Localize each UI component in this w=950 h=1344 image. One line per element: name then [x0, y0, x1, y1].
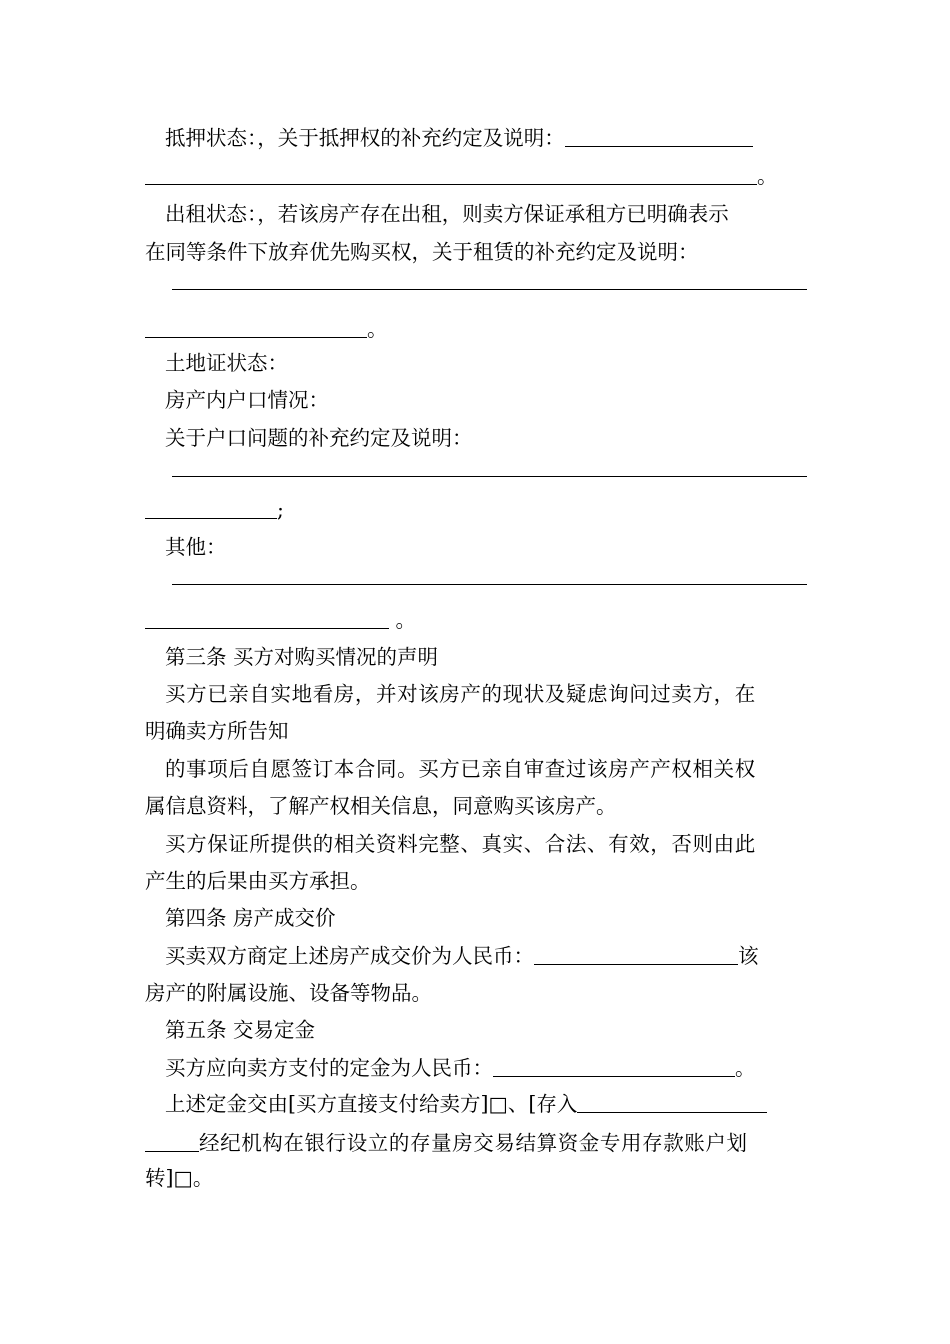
article-4-price-text-2: 房产的附属设施、设备等物品。 [145, 981, 432, 1005]
lease-note-end: 。 [367, 317, 388, 341]
article-4-heading [165, 905, 827, 933]
article-3-title: 第三条 买方对购买情况的声明 [165, 645, 439, 669]
article-3-heading [165, 644, 827, 672]
lease-status-text-2: 在同等条件下放弃优先购买权，关于租赁的补充约定及说明： [145, 240, 699, 264]
agency-name-blank[interactable] [577, 1092, 767, 1113]
article-3-para-2-line-2 [145, 868, 807, 896]
article-4-price-tail: 该 [738, 944, 759, 968]
article-3-para-1-text-2: 明确卖方所告知 [145, 719, 289, 743]
household-note-blank[interactable] [145, 498, 277, 519]
article-4-price-line-2 [145, 980, 807, 1008]
other-note-end: 。 [389, 608, 417, 632]
deposit-handling-line-3 [145, 1165, 807, 1193]
mortgage-note-continuation [145, 162, 807, 190]
household-note-text: 关于户口问题的补充约定及说明： [165, 426, 473, 450]
article-3-para-1 [165, 681, 827, 709]
mortgage-status-text: 抵押状态：，关于抵押权的补充约定及说明： [165, 126, 565, 150]
article-4-price-text: 买卖双方商定上述房产成交价为人民币： [165, 944, 534, 968]
household-status-line [165, 387, 827, 415]
deposit-handling-text-2: 经纪机构在银行设立的存量房交易结算资金专用存款账户划 [199, 1131, 748, 1155]
lease-note-continuation [145, 315, 807, 343]
article-3-para-1-line-3 [165, 756, 827, 784]
household-note-end: ; [277, 498, 284, 522]
article-5-heading [165, 1017, 827, 1045]
deposit-amount-end: 。 [735, 1056, 756, 1080]
agency-name-blank-2[interactable] [145, 1131, 199, 1152]
deposit-handling-text-3: 转]□。 [145, 1166, 214, 1190]
deposit-handling-text: 上述定金交由[买方直接支付给卖方]□、[存入 [165, 1092, 578, 1116]
article-4-price-line [165, 942, 827, 970]
deposit-amount-text: 买方应向卖方支付的定金为人民币： [165, 1056, 493, 1080]
mortgage-note-blank-2[interactable] [145, 164, 757, 185]
other-note-continuation [145, 606, 807, 634]
article-3-para-1-line-2 [145, 718, 807, 746]
deposit-amount-line [165, 1054, 827, 1082]
land-cert-status-text: 土地证状态： [165, 351, 288, 375]
deposit-handling-line [165, 1090, 827, 1118]
other-note-rule[interactable] [172, 584, 807, 585]
article-3-para-1-text-3: 的事项后自愿签订本合同。买方已亲自审查过该房产产权相关权 [165, 757, 756, 781]
deposit-amount-blank[interactable] [493, 1056, 735, 1077]
lease-status-line [165, 201, 827, 229]
article-3-para-2 [165, 831, 827, 859]
article-4-title: 第四条 房产成交价 [165, 906, 336, 930]
mortgage-note-blank[interactable] [565, 126, 753, 147]
other-line [165, 534, 827, 562]
lease-status-line-2 [145, 239, 807, 267]
household-note-rule[interactable] [172, 476, 807, 477]
article-3-para-2-text-2: 产生的后果由买方承担。 [145, 869, 371, 893]
lease-note-blank[interactable] [145, 317, 367, 338]
article-3-para-1-text-4: 属信息资料，了解产权相关信息，同意购买该房产。 [145, 794, 617, 818]
price-blank[interactable] [534, 944, 738, 965]
article-3-para-2-text: 买方保证所提供的相关资料完整、真实、合法、有效，否则由此 [165, 832, 756, 856]
household-status-text: 房产内户口情况： [165, 388, 329, 412]
article-3-para-1-text: 买方已亲自实地看房，并对该房产的现状及疑虑询问过卖方，在 [165, 682, 756, 706]
deposit-handling-line-2 [145, 1129, 807, 1157]
lease-note-rule[interactable] [172, 289, 807, 290]
other-text: 其他： [165, 535, 227, 559]
article-3-para-1-line-4 [145, 793, 807, 821]
mortgage-note-end: 。 [757, 164, 778, 188]
household-note-line [165, 425, 827, 453]
land-cert-status-line [165, 350, 827, 378]
article-5-title: 第五条 交易定金 [165, 1018, 316, 1042]
other-note-blank[interactable] [145, 608, 389, 629]
mortgage-status-line [165, 124, 827, 152]
lease-status-text: 出租状态：，若该房产存在出租，则卖方保证承租方已明确表示 [165, 202, 729, 226]
household-note-continuation [145, 496, 807, 524]
